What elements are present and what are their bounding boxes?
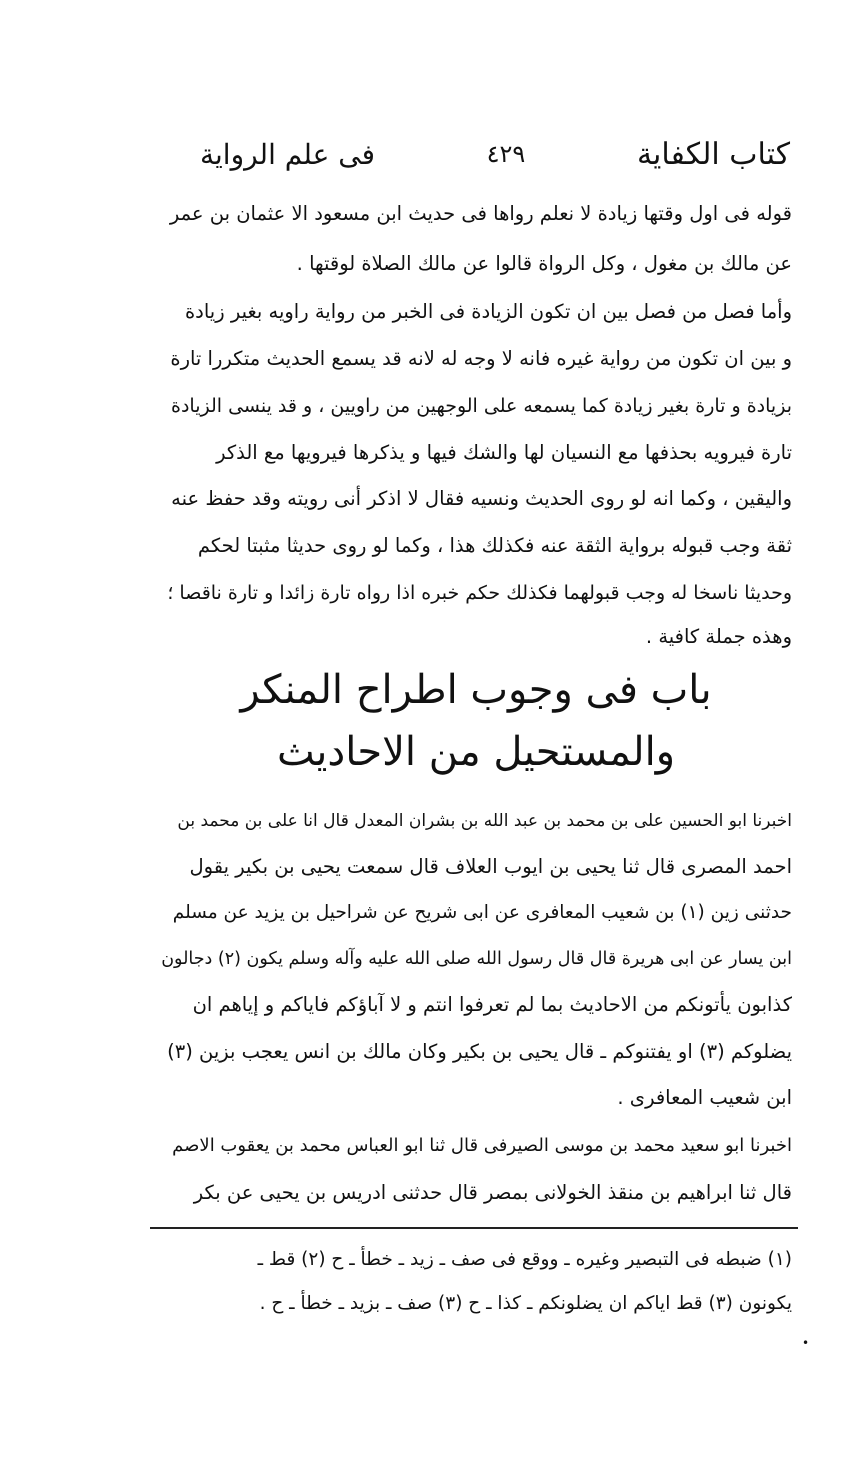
chapter-heading-line-1: باب فى وجوب اطراح المنكر bbox=[240, 667, 712, 713]
text-line: يضلوكم (٣) او يفتنوكم ـ قال يحيى بن بكير وكان مالك بن انس يعجب بزين (٣) bbox=[167, 1040, 792, 1063]
footnote-line: (١) ضبطه فى التبصير وغيره ـ ووقع فى صف ـ زيد ـ خطأ ـ ح (٢) قط ـ bbox=[257, 1249, 792, 1270]
text-line: اخبرنا ابو سعيد محمد بن موسى الصيرفى قال ثنا ابو العباس محمد بن يعقوب الاصم bbox=[172, 1135, 792, 1156]
footnote-divider bbox=[150, 1227, 798, 1229]
text-line: وهذه جملة كافية . bbox=[645, 625, 792, 648]
text-line: و بين ان تكون من رواية غيره فانه لا وجه له لانه قد يسمع الحديث متكررا تارة bbox=[170, 347, 792, 370]
print-mark: • bbox=[802, 1336, 810, 1350]
text-line: واليقين ، وكما انه لو روى الحديث ونسيه فقال لا اذكر أنى رويته وقد حفظ عنه bbox=[171, 487, 792, 510]
text-line: بزيادة و تارة بغير زيادة كما يسمعه على الوجهين من راويين ، و قد ينسى الزيادة bbox=[171, 395, 792, 417]
text-line: وحديثا ناسخا له وجب قبولهما فكذلك حكم خبره اذا رواه تارة زائدا و تارة ناقصا ؛ bbox=[167, 582, 792, 604]
chapter-heading-line-2: والمستحيل من الاحاديث bbox=[276, 729, 676, 775]
text-line: حدثنى زين (١) بن شعيب المعافرى عن ابى شريح عن شراحيل بن يزيد عن مسلم bbox=[172, 902, 792, 923]
text-line: وأما فصل من فصل بين ان تكون الزيادة فى الخبر من رواية راويه بغير زيادة bbox=[184, 300, 792, 323]
text-line: اخبرنا ابو الحسين على بن محمد بن عبد الله بن بشران المعدل قال انا على بن محمد بن bbox=[177, 811, 792, 831]
text-line: تارة فيرويه بحذفها مع النسيان لها والشك فيها و يذكرها فيرويها مع الذكر bbox=[216, 441, 792, 464]
page-number: ٤٢٩ bbox=[486, 140, 526, 168]
text-line: قال ثنا ابراهيم بن منقذ الخولانى بمصر قال حدثنى ادريس بن يحيى عن بكر bbox=[193, 1181, 792, 1204]
footnote-line: يكونون (٣) قط اياكم ان يضلونكم ـ كذا ـ ح (٣) صف ـ بزيد ـ خطأ ـ ح . bbox=[259, 1293, 792, 1314]
text-line: ثقة وجب قبوله برواية الثقة عنه فكذلك هذا ، وكما لو روى حديثا مثبتا لحكم bbox=[197, 534, 792, 557]
text-line: احمد المصرى قال ثنا يحيى بن ايوب العلاف قال سمعت يحيى بن بكير يقول bbox=[189, 855, 792, 878]
text-line: قوله فى اول وقتها زيادة لا نعلم رواها فى حديث ابن مسعود الا عثمان بن عمر bbox=[169, 202, 792, 225]
text-line: ابن شعيب المعافرى . bbox=[617, 1086, 792, 1109]
text-line: عن مالك بن مغول ، وكل الرواة قالوا عن مالك الصلاة لوقتها . bbox=[296, 252, 792, 275]
book-subtitle: فى علم الرواية bbox=[200, 137, 375, 171]
running-header bbox=[200, 128, 790, 180]
book-title: كتاب الكفاية bbox=[636, 136, 790, 172]
text-line: ابن يسار عن ابى هريرة قال قال رسول الله صلى الله عليه وآله وسلم يكون (٢) دجالون bbox=[161, 949, 792, 969]
text-line: كذابون يأتونكم من الاحاديث بما لم تعرفوا انتم و لا آباؤكم فاياكم و إياهم ان bbox=[192, 993, 792, 1016]
